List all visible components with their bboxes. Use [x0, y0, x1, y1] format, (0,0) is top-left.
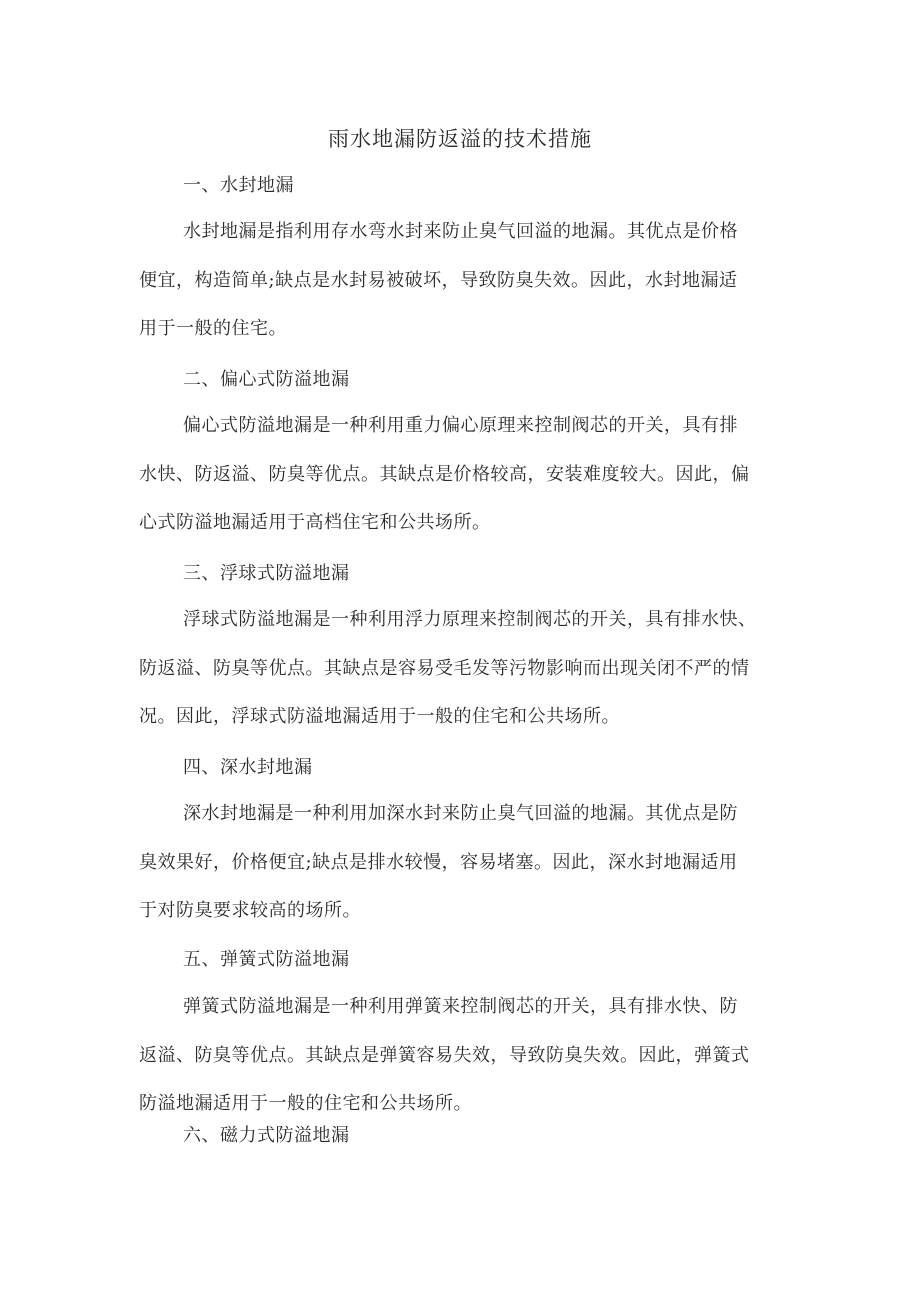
section-paragraph-3	[139, 596, 799, 742]
paragraph-line: 水封地漏是指利用存水弯水封来防止臭气回溢的地漏。其优点是价格	[183, 221, 738, 242]
paragraph-line: 弹簧式防溢地漏是一种利用弹簧来控制阀芯的开关，具有排水快、防	[183, 996, 738, 1017]
paragraph-line: 况。因此，浮球式防溢地漏适用于一般的住宅和公共场所。	[139, 706, 620, 727]
section-paragraph-5	[139, 983, 799, 1129]
paragraph-line: 深水封地漏是一种利用加深水封来防止臭气回溢的地漏。其优点是防	[183, 803, 738, 824]
section-paragraph-4	[139, 790, 799, 936]
section-paragraph-2	[139, 402, 799, 548]
paragraph-line: 水快、防返溢、防臭等优点。其缺点是价格较高，安装难度较大。因此，偏	[139, 463, 750, 485]
paragraph-line: 返溢、防臭等优点。其缺点是弹簧容易失效，导致防臭失效。因此，弹簧式	[139, 1044, 750, 1066]
paragraph-line: 臭效果好，价格便宜;缺点是排水较慢，容易堵塞。因此，深水封地漏适用	[139, 851, 738, 873]
paragraph-line: 偏心式防溢地漏是一种利用重力偏心原理来控制阀芯的开关，具有排	[183, 415, 738, 436]
paragraph-line: 便宜，构造简单;缺点是水封易被破坏，导致防臭失效。因此，水封地漏适	[139, 269, 738, 291]
paragraph-line: 用于一般的住宅。	[139, 318, 287, 339]
paragraph-line: 心式防溢地漏适用于高档住宅和公共场所。	[139, 512, 491, 533]
section-heading-4: 四、深水封地漏	[183, 757, 313, 778]
paragraph-line: 防溢地漏适用于一般的住宅和公共场所。	[139, 1093, 472, 1114]
document-title: 雨水地漏防返溢的技术措施	[328, 127, 592, 151]
section-heading-1: 一、水封地漏	[183, 175, 294, 196]
section-heading-2: 二、偏心式防溢地漏	[183, 369, 350, 390]
paragraph-line: 浮球式防溢地漏是一种利用浮力原理来控制阀芯的开关，具有排水快、	[183, 609, 757, 630]
section-heading-3: 三、浮球式防溢地漏	[183, 563, 350, 584]
section-paragraph-1	[139, 208, 799, 354]
paragraph-line: 防返溢、防臭等优点。其缺点是容易受毛发等污物影响而出现关闭不严的情	[139, 657, 750, 679]
paragraph-line: 于对防臭要求较高的场所。	[139, 900, 361, 921]
section-heading-6: 六、磁力式防溢地漏	[183, 1125, 350, 1146]
section-heading-5: 五、弹簧式防溢地漏	[183, 949, 350, 970]
